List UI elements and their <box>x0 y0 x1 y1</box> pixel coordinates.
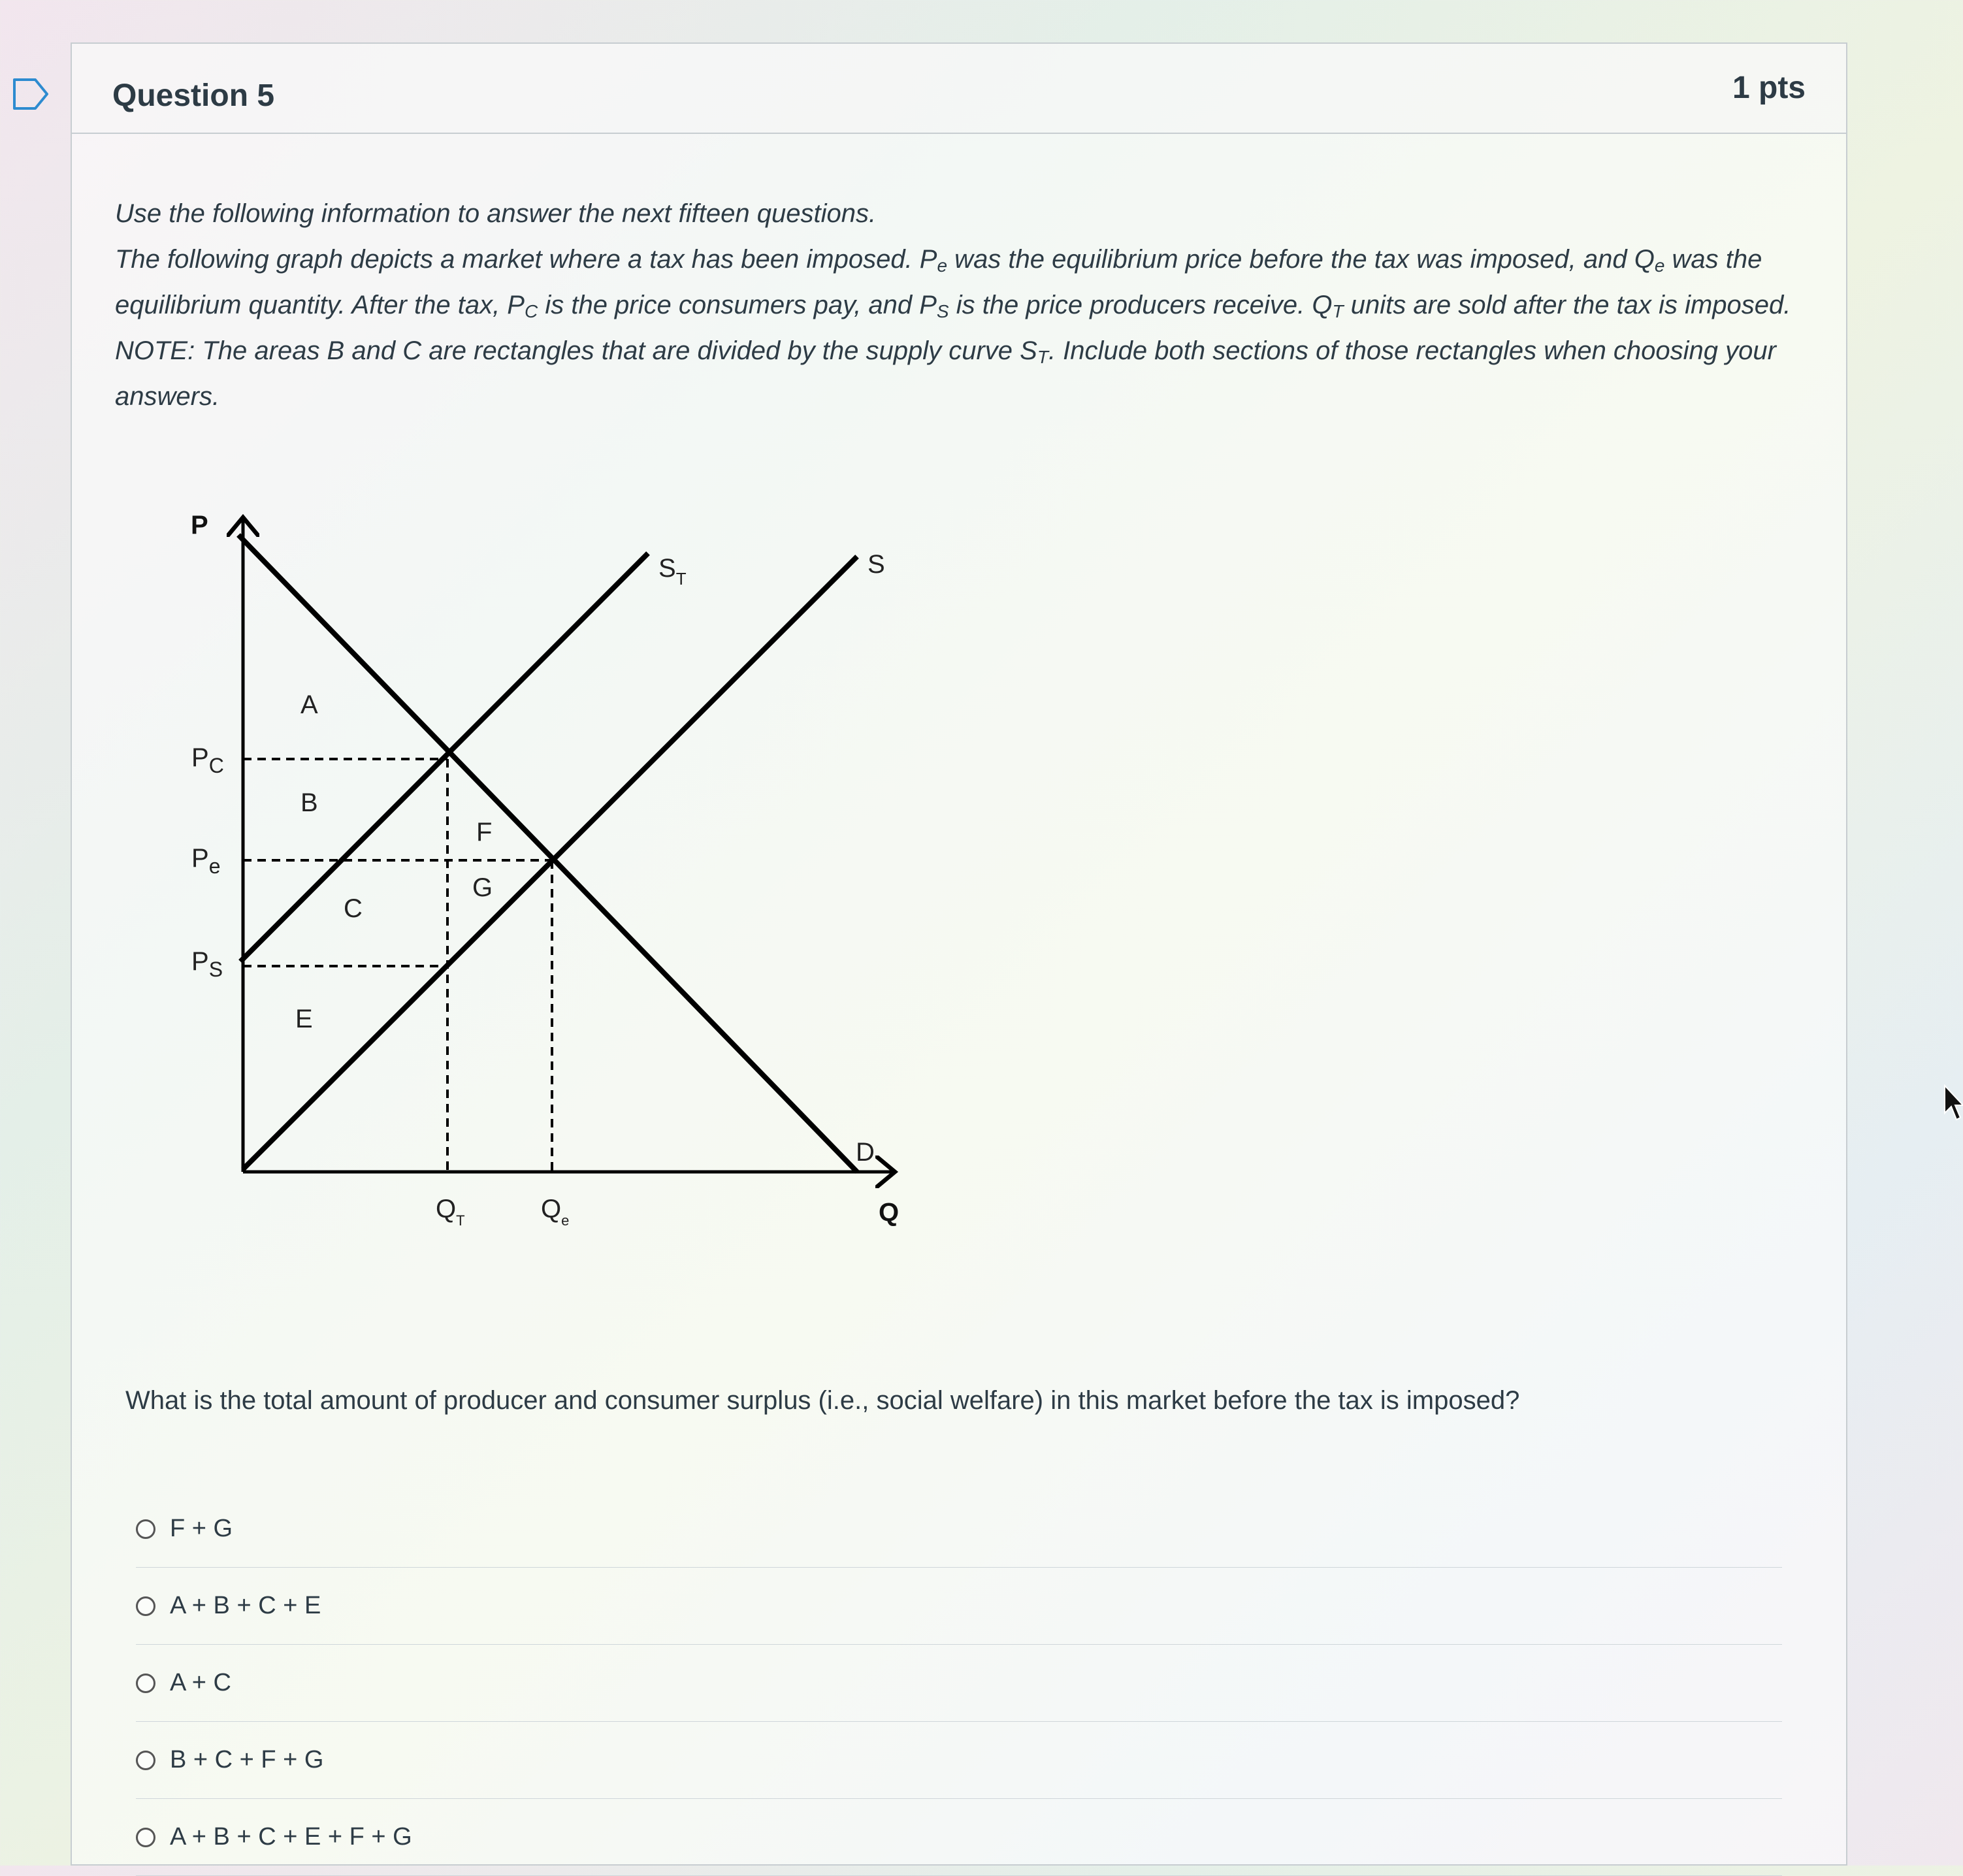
area-label-g: G <box>472 873 493 902</box>
question-header <box>72 44 1846 134</box>
axis-label-p: P <box>191 511 208 540</box>
answer-option[interactable] <box>136 1722 1782 1799</box>
intro-paragraph: Use the following information to answer the next fifteen questions. <box>115 199 877 228</box>
answer-option[interactable] <box>136 1645 1782 1722</box>
radio-button[interactable] <box>136 1519 155 1539</box>
intro-subscript: e <box>1654 255 1665 276</box>
price-label-pe: P <box>191 844 209 873</box>
answer-option[interactable] <box>136 1799 1782 1876</box>
price-label-ps-sub: S <box>208 958 223 981</box>
demand-curve <box>238 535 857 1172</box>
intro-paragraph: The following graph depicts a market where a tax has been imposed. $P_e$ was the equilibrium price before the tax was imposed, and $Q_e$ was the equilibrium quantity. After the tax, $P_C$ is the price consumers pay, and $P_S$ is the price producers receive. $Q_T$ units are sold after the tax is imposed. <box>115 245 1791 321</box>
svg-text:PS <box>191 947 223 981</box>
radio-button[interactable] <box>136 1751 155 1770</box>
supply-curve-tax <box>240 553 648 962</box>
intro-subscript: C <box>524 301 538 321</box>
answer-label: A + B + C + E <box>170 1592 321 1619</box>
answer-label: F + G <box>170 1515 233 1542</box>
supply-tax-label-sub: T <box>675 569 687 589</box>
radio-button[interactable] <box>136 1596 155 1616</box>
area-label-f: F <box>476 818 493 847</box>
answer-label: A + C <box>170 1669 231 1696</box>
tax-market-graph <box>91 462 941 1265</box>
demand-label: D <box>856 1138 875 1167</box>
supply-label: S <box>868 550 885 579</box>
question-prompt: What is the total amount of producer and consumer surplus (i.e., social welfare) in this market before the tax is imposed? <box>125 1386 1520 1415</box>
svg-text:ST <box>658 554 687 589</box>
svg-text:PC <box>191 743 224 777</box>
intro-subscript: e <box>937 255 948 276</box>
area-label-b: B <box>300 788 318 817</box>
radio-button[interactable] <box>136 1828 155 1847</box>
svg-text:Pe <box>191 844 220 878</box>
intro-subscript: T <box>1037 347 1048 367</box>
mouse-cursor-icon <box>1943 1084 1963 1124</box>
price-label-pc-sub: C <box>208 754 224 777</box>
intro-subscript: S <box>936 301 949 321</box>
answer-list <box>136 1491 1782 1876</box>
question-card <box>71 42 1847 1866</box>
area-label-c: C <box>344 894 363 923</box>
quantity-label-qt: Q <box>436 1195 457 1223</box>
quantity-label-qt-sub: T <box>456 1212 465 1229</box>
supply-tax-label: S <box>658 554 676 583</box>
answer-option[interactable] <box>136 1568 1782 1645</box>
intro-subscript: T <box>1332 301 1344 321</box>
axis-label-q: Q <box>879 1198 900 1227</box>
question-points: 1 pts <box>1732 71 1806 105</box>
answer-label: A + B + C + E + F + G <box>170 1823 412 1851</box>
area-label-a: A <box>300 690 318 719</box>
price-label-pc: P <box>191 743 209 772</box>
svg-text:QT <box>436 1195 465 1229</box>
intro-paragraph: NOTE: The areas B and C are rectangles that are divided by the supply curve $S_T$. Include both sections of those rectangles when choosing your answers. <box>115 336 1776 411</box>
area-label-e: E <box>295 1005 313 1033</box>
question-title: Question 5 <box>112 78 275 113</box>
svg-text:Qe <box>541 1195 569 1229</box>
radio-button[interactable] <box>136 1674 155 1693</box>
price-label-ps: P <box>191 947 209 976</box>
answer-option[interactable] <box>136 1491 1782 1568</box>
bookmark-icon[interactable] <box>12 77 51 111</box>
quantity-label-qe: Q <box>541 1195 562 1223</box>
quantity-label-qe-sub: e <box>561 1212 570 1229</box>
question-intro <box>115 191 1826 419</box>
answer-label: B + C + F + G <box>170 1746 324 1773</box>
price-label-pe-sub: e <box>208 854 221 878</box>
